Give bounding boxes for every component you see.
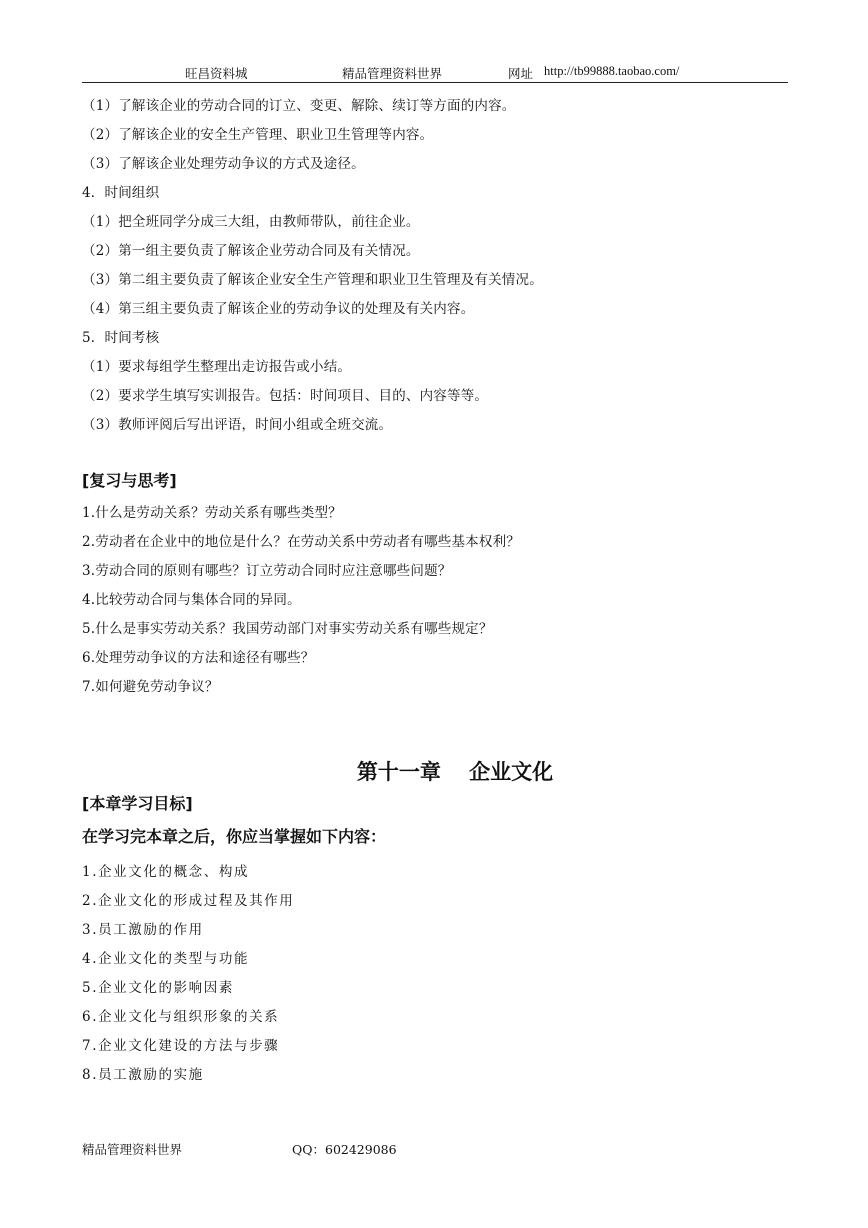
header-url-label: 网址 (508, 66, 534, 81)
review-question: 5.什么是事实劳动关系？我国劳动部门对事实劳动关系有哪些规定？ (82, 621, 493, 637)
paragraph-line: （3）教师评阅后写出评语，时间小组或全班交流。 (82, 417, 393, 433)
chapter-title: 第十一章 企业文化 (356, 760, 554, 784)
objective-item: 8.员工激励的实施 (82, 1067, 204, 1083)
footer-site-name: 精品管理资料世界 (82, 1142, 183, 1157)
paragraph-line: （2）了解该企业的安全生产管理、职业卫生管理等内容。 (82, 127, 434, 143)
paragraph-line: （4）第三组主要负责了解该企业的劳动争议的处理及有关内容。 (82, 301, 475, 317)
paragraph-line: （3）第二组主要负责了解该企业安全生产管理和职业卫生管理及有关情况。 (82, 272, 543, 288)
header-url-link[interactable]: http://tb99888.taobao.com/ (544, 64, 680, 78)
paragraph-line: （1）把全班同学分成三大组，由教师带队，前往企业。 (82, 214, 420, 230)
objective-item: 2.企业文化的形成过程及其作用 (82, 893, 295, 909)
objectives-intro: 在学习完本章之后，你应当掌握如下内容： (82, 827, 387, 846)
review-heading: [复习与思考] (82, 471, 177, 490)
objective-item: 7.企业文化建设的方法与步骤 (82, 1038, 280, 1054)
section-number-heading: 4．时间组织 (82, 185, 160, 201)
review-question: 3.劳动合同的原则有哪些？订立劳动合同时应注意哪些问题？ (82, 563, 452, 579)
paragraph-line: （3）了解该企业处理劳动争议的方式及途径。 (82, 156, 365, 172)
review-question: 2.劳动者在企业中的地位是什么？在劳动关系中劳动者有哪些基本权利？ (82, 534, 520, 550)
section-number-heading: 5．时间考核 (82, 330, 160, 346)
header-site-name: 旺昌资料城 (185, 66, 248, 81)
review-question: 7.如何避免劳动争议？ (82, 679, 219, 695)
review-question: 1.什么是劳动关系？劳动关系有哪些类型？ (82, 505, 342, 521)
objective-item: 4.企业文化的类型与功能 (82, 951, 250, 967)
paragraph-line: （1）了解该企业的劳动合同的订立、变更、解除、续订等方面的内容。 (82, 98, 516, 114)
review-question: 4.比较劳动合同与集体合同的异同。 (82, 592, 301, 608)
footer-qq: QQ：602429086 (292, 1142, 397, 1157)
objective-item: 3.员工激励的作用 (82, 922, 204, 938)
objectives-heading: [本章学习目标] (82, 794, 193, 813)
header-subtitle: 精品管理资料世界 (342, 66, 443, 81)
page-header (82, 62, 788, 83)
review-question: 6.处理劳动争议的方法和途径有哪些？ (82, 650, 315, 666)
paragraph-line: （2）第一组主要负责了解该企业劳动合同及有关情况。 (82, 243, 420, 259)
objective-item: 5.企业文化的影响因素 (82, 980, 234, 996)
objective-item: 6.企业文化与组织形象的关系 (82, 1009, 280, 1025)
paragraph-line: （1）要求每组学生整理出走访报告或小结。 (82, 359, 352, 375)
objective-item: 1.企业文化的概念、构成 (82, 864, 250, 880)
paragraph-line: （2）要求学生填写实训报告。包括：时间项目、目的、内容等等。 (82, 388, 489, 404)
